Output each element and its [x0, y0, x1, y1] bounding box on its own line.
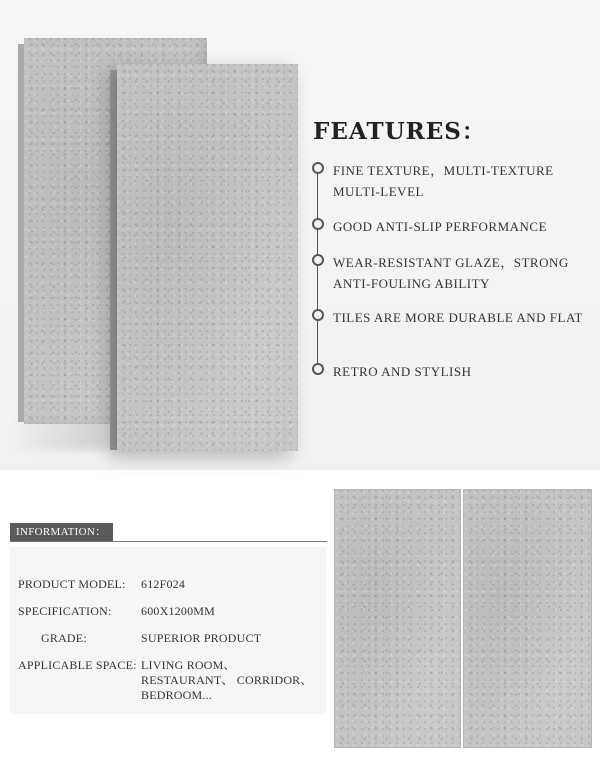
specification-label: SPECIFICATION:	[18, 604, 112, 618]
specification-value: 600X1200MM	[141, 604, 216, 618]
applicable-space-label: APPLICABLE SPACE:	[18, 658, 137, 672]
tile-sample-right	[464, 490, 591, 747]
grade-label: GRADE:	[41, 631, 87, 645]
feature-text: WEAR-RESISTANT GLAZE，STRONG ANTI-FOULING ABILITY	[333, 255, 569, 291]
bullet-circle-icon	[312, 309, 324, 321]
feature-text: RETRO AND STYLISH	[333, 364, 472, 379]
bullet-circle-icon	[312, 254, 324, 266]
information-divider	[10, 541, 327, 542]
product-model-label: PRODUCT MODEL:	[18, 577, 126, 591]
front-tile-image	[117, 64, 298, 451]
information-badge: INFORMATION：	[10, 523, 113, 541]
bullet-circle-icon	[312, 162, 324, 174]
feature-text: FINE TEXTURE，MULTI-TEXTURE MULTI-LEVEL	[333, 163, 554, 199]
features-heading: FEATURES：	[313, 118, 486, 145]
feature-text: GOOD ANTI-SLIP PERFORMANCE	[333, 219, 548, 234]
feature-text: TILES ARE MORE DURABLE AND FLAT	[333, 310, 583, 325]
applicable-space-value: LIVING ROOM、RESTAURANT、 CORRIDOR、BEDROOM...	[141, 658, 313, 702]
bullet-circle-icon	[312, 218, 324, 230]
bullet-circle-icon	[312, 363, 324, 375]
features-timeline-line	[317, 163, 318, 370]
grade-value: SUPERIOR PRODUCT	[141, 631, 262, 645]
tile-sample-left	[335, 490, 460, 747]
information-panel	[10, 547, 326, 714]
product-model-value: 612F024	[141, 577, 186, 591]
